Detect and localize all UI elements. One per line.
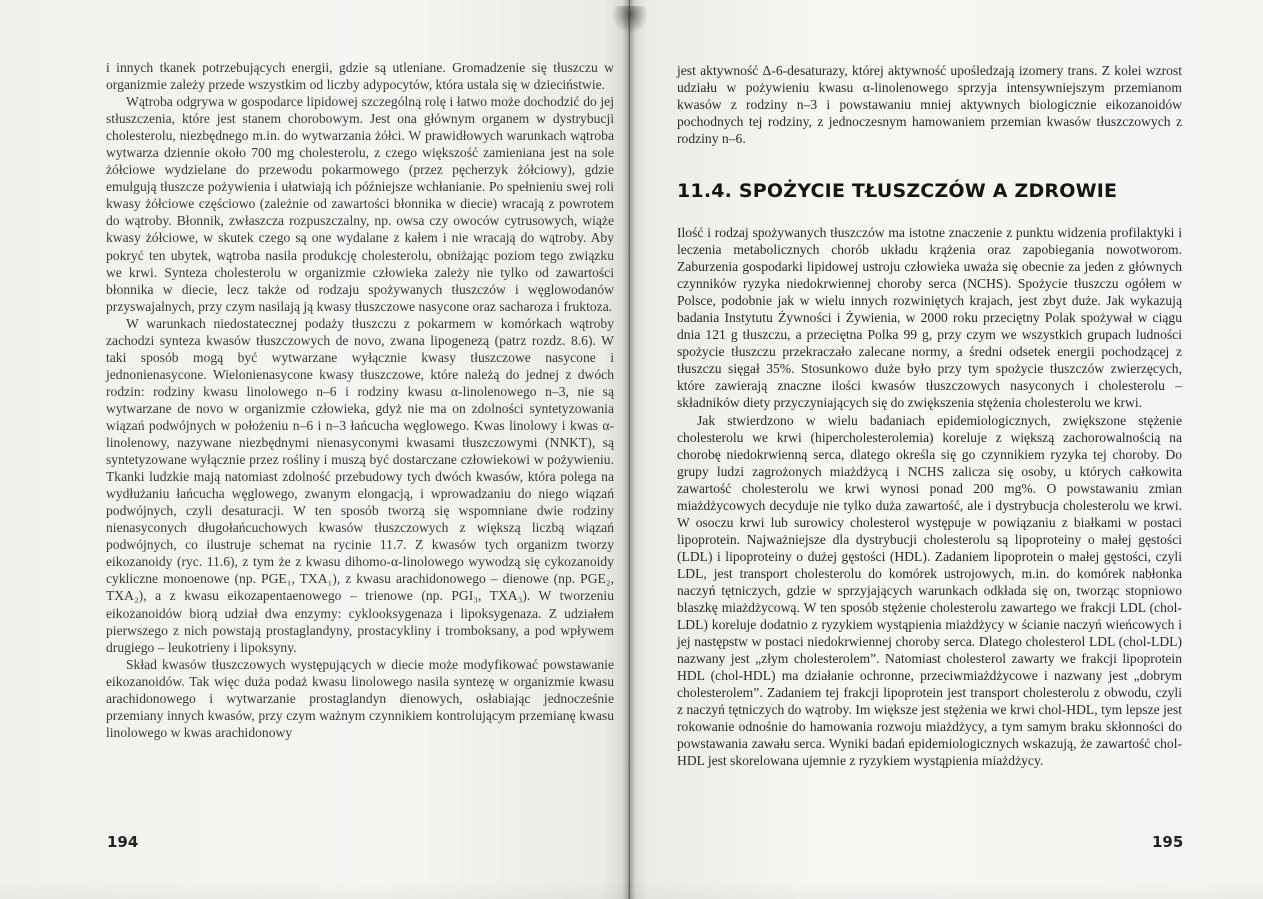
left-paragraph-4: Skład kwasów tłuszczowych występujących w diecie może modyfikować powstawanie eikozanoidów. Tak więc duża podaż kwasu linolowego nasila syntezę w organizmie kwasu arachidonowego i wytwarzanie prostaglandyn dienowych, osłabiając jednocześnie przemiany innych kwasów, przy czym ważnym czynnikiem kontrolującym przemianę kwasu linolowego w kwas arachidonowy <box>106 656 614 740</box>
section-heading: 11.4. SPOŻYCIE TŁUSZCZÓW A ZDROWIE <box>677 180 1118 202</box>
right-page-number: 195 <box>1152 833 1184 851</box>
left-paragraph-1: i innych tkanek potrzebujących energii, gdzie są utleniane. Gromadzenie się tłuszczu w organizmie zależy przede wszystkim od liczby adypocytów, która ustala się w dzieciństwie. <box>106 60 614 93</box>
right-paragraph-1: Ilość i rodzaj spożywanych tłuszczów ma istotne znaczenie z punktu widzenia profilaktyki i leczenia metabolicznych chorób układu krążenia oraz zapobiegania nowotworom. Zaburzenia gospodarki lipidowej ustroju człowieka uważa się obecnie za jeden z głównych czynników ryzyka niedokrwiennej choroby serca (NCHS). Spożycie tłuszczu ogółem w Polsce, podobnie jak w wielu innych rozwiniętych krajach, jest zbyt duże. Jak wykazują badania Instytutu Żywności i Żywienia, w 2000 roku przeciętny Polak spożywał w ciągu dnia 121 g tłuszczu, a przeciętna Polka 99 g, przy czym we wszystkich grupach ludności spożycie tłuszczu przekraczało zalecane normy, a średni odsetek energii pochodzącej z tłuszczu sięgał 35%. Stosunkowo duże było przy tym spożycie tłuszczów zwierzęcych, które zawierają znaczne ilości kwasów tłuszczowych nasyconych i cholesterolu – składników diety przyczyniających się do zwiększenia stężenia cholesterolu we krwi. <box>677 225 1182 411</box>
left-page <box>0 0 628 899</box>
right-paragraph-2: Jak stwierdzono w wielu badaniach epidemiologicznych, zwiększone stężenie cholesterolu we krwi (hipercholesterolemia) koreluje z większą zachorowalnością na chorobę niedokrwienną serca, dlatego określa się go czynnikiem ryzyka tej choroby. Do grupy ludzi zagrożonych miażdżycą i NCHS zalicza się osoby, u których całkowita zawartość cholesterolu we krwi wynosi ponad 200 mg%. O powstawaniu zmian miażdżycowych decyduje nie tylko duża zawartość, ale i dystrybucja cholesterolu we krwi. W osoczu krwi lub surowicy cholesterol występuje w powiązaniu z białkami w postaci lipoprotein. Najważniejsze dla dystrybucji cholesterolu są lipoproteiny o małej gęstości (LDL) i lipoproteiny o dużej gęstości (HDL). Zadaniem lipoprotein o małej gęstości, czyli LDL, jest transport cholesterolu do komórek ustrojowych, m.in. do komórek nabłonka naczyń tętniczych, gdzie w sprzyjających warunkach odkłada się on, tworząc stopniowo blaszkę miażdżycową. W ten sposób stężenie cholesterolu zawartego we frakcji LDL (chol-LDL) koreluje dodatnio z ryzykiem wystąpienia miażdżycy w ścianie naczyń wieńcowych i jej następstw w postaci niedokrwiennej choroby serca. Dlatego cholesterol LDL (chol-LDL) nazwany jest „złym cholesterolem”. Natomiast cholesterol zawarty we frakcji lipoprotein HDL (chol-HDL) ma działanie ochronne, przeciwmiażdżycowe i nazwany jest „dobrym cholesterolem”. Zadaniem tej frakcji lipoprotein jest transport cholesterolu z obwodu, czyli z naczyń tętniczych do wątroby. Im większe jest stężenia we krwi chol-HDL, tym lepsze jest rokowanie odnośnie do hamowania rozwoju miażdżycy, a tym samym braku skłonności do powstawania zawału serca. Wyniki badań epidemiologicznych wskazują, że zawartość chol-HDL jest skorelowana ujemnie z ryzykiem wystąpienia miażdżycy. <box>677 412 1182 769</box>
book-gutter <box>622 0 636 899</box>
right-intro-paragraph: jest aktywność Δ-6-desaturazy, której aktywność upośledzają izomery trans. Z kolei wzrost udziału w pożywieniu kwasu α-linolenowego sprzyja intensywniejszym przemianom kwasów z rodziny n–3 i powstawaniu mniej aktywnych biologicznie eikozanoidów pochodnych tej rodziny, z jednoczesnym hamowaniem przemian kwasów tłuszczowych z rodziny n–6. <box>677 63 1182 147</box>
left-page-number: 194 <box>107 833 139 851</box>
right-page-intro <box>677 62 1182 147</box>
right-page-text <box>677 224 1182 770</box>
scan-edge <box>0 881 1263 899</box>
left-paragraph-2: Wątroba odgrywa w gospodarce lipidowej szczególną rolę i łatwo może dochodzić do jej stłuszczenia, które jest stanem chorobowym. Jest ona głównym organem w dystrybucji cholesterolu, niezbędnego m.in. do wytwarzania żółci. W prawidłowych warunkach wątroba wytwarza dziennie około 700 mg cholesterolu, z czego większość zamieniana jest na sole żółciowe wydzielane do przewodu pokarmowego (przez pęcherzyk żółciowy), gdzie emulgują tłuszcze pożywienia i ułatwiają ich późniejsze wchłanianie. Po spełnieniu swej roli kwasy żółciowe częściowo (zależnie od zawartości błonnika w diecie) wracają z powrotem do wątroby. Błonnik, zwłaszcza rozpuszczalny, np. owsa czy owoców cytrusowych, wiąże kwasy żółciowe, w skutek czego są one wydalane z kałem i nie wracają do wątroby. Aby pokryć ten ubytek, wątroba nasila produkcję cholesterolu, obniżając poziom tego związku we krwi. Synteza cholesterolu w organizmie człowieka zależy nie tylko od zawartości błonnika w diecie, lecz także od rodzaju spożywanych tłuszczów i węglowodanów przyswajalnych, przy czym nasilają ją kwasy tłuszczowe nasycone oraz sacharoza i fruktoza. <box>106 94 614 314</box>
gutter-shadow <box>612 6 648 34</box>
left-paragraph-3: W warunkach niedostatecznej podaży tłuszczu z pokarmem w komórkach wątroby zachodzi synteza kwasów tłuszczowych de novo, zwana lipogenezą (patrz rozdz. 8.6). W taki sposób mogą być wytwarzane wyłącznie kwasy tłuszczowe nasycone i jednonienasycone. Wielonienasycone kwasy tłuszczowe, które należą do jednej z dwóch rodzin: rodziny kwasu linolowego n–6 i rodziny kwasu α-linolenowego n–3, nie są wytwarzane de novo w organizmie człowieka, gdyż nie ma on zdolności syntetyzowania wiązań podwójnych w położeniu n–6 i n–3 łańcucha węglowego. Kwas linolowy i kwas α-linolenowy, nazywane niezbędnymi nienasyconymi kwasami tłuszczowymi (NNKT), są syntetyzowane wyłącznie przez rośliny i muszą być dostarczane człowiekowi w pożywieniu. Tkanki ludzkie mają natomiast zdolność przebudowy tych dwóch kwasów, która polega na wydłużaniu łańcucha węglowego, zwanym elongacją, i wprowadzaniu do niego wiązań podwójnych, czyli desaturacji. W ten sposób tworzą się wspomniane dwie rodziny nienasyconych długołańcuchowych kwasów tłuszczowych z większą liczbą wiązań podwójnych, co ilustruje schemat na rycinie 11.7. Z kwasów tych organizm tworzy eikozanoidy (ryc. 11.6), z tym że z kwasu dihomo-α-linolowego wywodzą się cykozanoidy cykliczne monoenowe (np. PGE₁, TXA₁), z kwasu arachidonowego – dienowe (np. PGE₂, TXA₂), a z kwasu eikozapentaenowego – trienowe (np. PGI₃, TXA₃). W tworzeniu eikozanoidów biorą udział dwa enzymy: cyklooksygenaza i lipoksygenaza. Z udziałem pierwszego z nich powstają prostaglandyny, prostacykliny i tromboksany, a pod wpływem drugiego – leukotrieny i lipoksyny. <box>106 315 614 655</box>
left-page-text <box>106 59 614 741</box>
